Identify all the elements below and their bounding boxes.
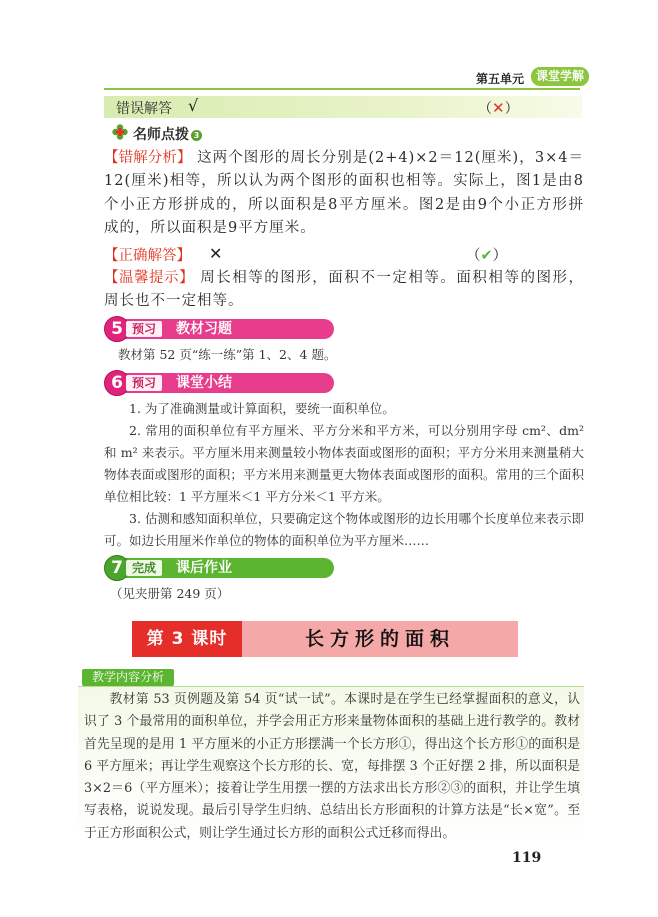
- check-icon: ✔: [480, 248, 493, 264]
- cross-icon: ✕: [209, 244, 223, 263]
- section-keyword: 预习: [126, 321, 162, 337]
- answer-label: 错误解答: [116, 101, 172, 117]
- section-tag: 课堂学解: [531, 67, 589, 86]
- section-keyword: 预习: [126, 375, 162, 391]
- warm-tip-tag: 【温馨提示】: [104, 270, 195, 286]
- error-analysis: [104, 147, 584, 240]
- paren-open: （: [466, 248, 481, 264]
- lesson-number: 第 3 课时: [132, 621, 242, 657]
- header-divider: [104, 88, 580, 90]
- tips-badge: 3: [191, 130, 202, 141]
- correct-judgement: [466, 244, 507, 265]
- section-title: 课堂小结: [176, 375, 232, 391]
- flower-icon: [112, 124, 128, 140]
- summary-item: 3. 估测和感知面积单位，只要确定这个物体或图形的边长用哪个长度单位来表示即可。如边长用厘米作单位的物体的面积单位为平方厘米……: [104, 511, 584, 548]
- section-6-summary: [104, 398, 584, 552]
- tips-title-text: 名师点拨: [133, 127, 189, 143]
- warm-tip-text: 周长相等的图形，面积不一定相等。面积相等的图形，周长也不一定相等。: [104, 270, 585, 310]
- section-number: 5: [104, 316, 130, 342]
- analysis-tag: 教学内容分析: [82, 669, 174, 686]
- summary-item: 2. 常用的面积单位有平方厘米、平方分米和平方米，可以分别用字母 cm²、dm² 和 m² 来表示。平方厘米用来测量较小物体表面或图形的面积；平方分米用来测量稍大物体表面或图形的面积；平方米用来测量更大物体表面或图形的面积。常用的三个面积单位相比较：1 平方厘米＜1 平方分米＜1 平方米。: [104, 423, 584, 504]
- error-analysis-tag: 【错解分析】: [104, 150, 192, 166]
- correct-answer-tag: 【正确解答】: [104, 248, 191, 264]
- paren-close: ）: [504, 101, 519, 117]
- check-mark: √: [188, 96, 199, 115]
- section-title: 教材习题: [176, 321, 232, 337]
- analysis-text: [84, 689, 580, 845]
- section-number: 7: [104, 555, 130, 581]
- answer-judgement: [478, 98, 519, 118]
- section-7-text: （见夹册第 249 页）: [110, 586, 230, 601]
- paren-open: （: [478, 101, 492, 117]
- unit-label: 第五单元: [476, 72, 525, 86]
- section-number: 6: [104, 370, 130, 396]
- page-number: 119: [512, 850, 542, 866]
- section-title: 课后作业: [176, 560, 232, 576]
- analysis-paragraph: 教材第 53 页例题及第 54 页“试一试”。本课时是在学生已经掌握面积的意义，认识了 3 个最常用的面积单位，并学会用正方形来量物体面积的基础上进行教学的。教材首先呈现的是用 1 平方厘米的小正方形摆满一个长方形①，得出这个长方形①的面积是 6 平方厘米；再让学生观察这个长方形的长、宽，每排摆 3 个正好摆 2 排，所以面积是 3×2＝6（平方厘米）；接着让学生用摆一摆的方法求出长方形②③的面积，并让学生填写表格，说说发现。最后引导学生归纳、总结出长方形面积的计算方法是“长×宽”。至于正方形面积公式，则让学生通过长方形的面积公式迁移而得出。: [84, 692, 580, 841]
- paren-close: ）: [492, 248, 508, 264]
- tips-title: [133, 124, 202, 144]
- lesson-title: 长方形的面积: [304, 628, 455, 650]
- cross-icon: ✕: [492, 99, 505, 117]
- error-analysis-text: 这两个图形的周长分别是(2+4)×2＝12(厘米)，3×4＝12(厘米)相等，所以认为两个图形的面积也相等。实际上，图1是由8个小正方形拼成的，所以面积是8平方厘米。图2是由9个小正方形拼成的，所以面积是9平方厘米。: [104, 150, 585, 236]
- section-5-text: 教材第 52 页“练一练”第 1、2、4 题。: [118, 347, 337, 362]
- section-keyword: 完成: [126, 560, 162, 576]
- warm-tip: [104, 267, 584, 314]
- correct-answer: [104, 244, 584, 267]
- summary-item: 1. 为了准确测量或计算面积，要统一面积单位。: [129, 401, 395, 416]
